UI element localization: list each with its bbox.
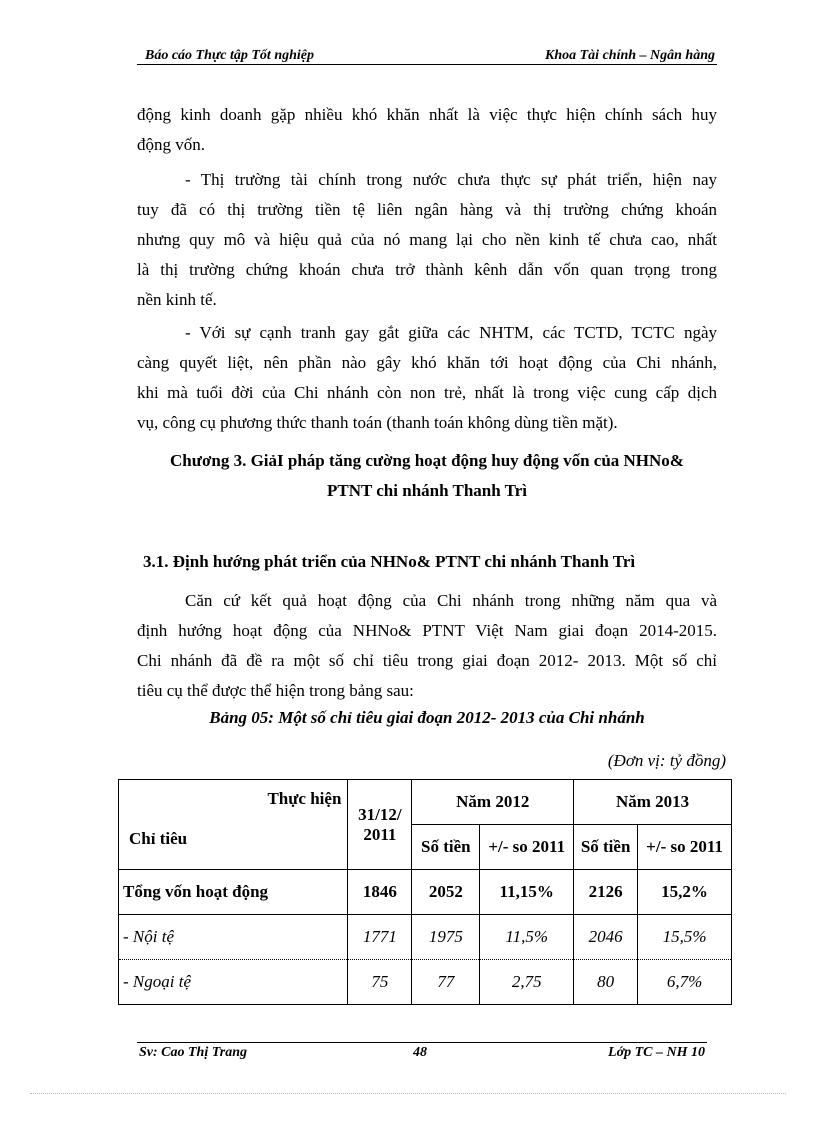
cell-2012-change: 11,15% [480, 870, 574, 915]
table-caption: Bảng 05: Một số chỉ tiêu giai đoạn 2012- 2013 của Chi nhánh [209, 708, 645, 727]
paragraph-2 [137, 165, 717, 315]
text-line: - Thị trường tài chính trong nước chưa thực sự phát triển, hiện nay [185, 170, 717, 189]
cell-2013-change: 15,2% [638, 870, 732, 915]
cell-2011: 1771 [348, 915, 412, 960]
footer-rule [137, 1042, 707, 1043]
row-label: Tổng vốn hoạt động [119, 870, 348, 915]
page-header [137, 46, 717, 66]
text-line: là thị trường chứng khoán chưa trở thành kênh dẫn vốn quan trọng trong [137, 260, 717, 279]
cell-2012-change: 11,5% [480, 915, 574, 960]
cell-2012-amount: 1975 [412, 915, 480, 960]
header-right: Khoa Tài chính – Ngân hàng [545, 48, 715, 63]
table-row [119, 915, 732, 960]
chapter-title-line2: PTNT chi nhánh Thanh Trì [326, 481, 527, 500]
cell-2012-amount: 77 [412, 960, 480, 1005]
header-change-2013: +/- so 2011 [638, 825, 732, 870]
intro-paragraph [137, 586, 717, 706]
section-title: 3.1. Định hướng phát triển của NHNo& PTNT chi nhánh Thanh Trì [143, 552, 636, 571]
table-row [119, 870, 732, 915]
header-year-2013: Năm 2013 [574, 780, 732, 825]
chapter-title [137, 446, 717, 506]
text-line: khi mà tuổi đời của Chi nhánh còn non trẻ, nhất là trong việc cung cấp dịch [137, 383, 717, 402]
page-number: 48 [413, 1045, 427, 1060]
header-amount-2013: Số tiền [574, 825, 638, 870]
cell-2013-amount: 80 [574, 960, 638, 1005]
text-line: - Với sự cạnh tranh gay gắt giữa các NHTM, các TCTD, TCTC ngày [185, 323, 717, 342]
header-change-2012: +/- so 2011 [480, 825, 574, 870]
chapter-title-line1: Chương 3. GiảI pháp tăng cường hoạt động huy động vốn của NHNo& [170, 451, 684, 470]
header-amount-2012: Số tiền [412, 825, 480, 870]
footer-class: Lớp TC – NH 10 [608, 1045, 705, 1060]
text-line: vụ, công cụ phương thức thanh toán (thanh toán không dùng tiền mặt). [137, 413, 618, 432]
text-line: động kinh doanh gặp nhiều khó khăn nhất là việc thực hiện chính sách huy [137, 105, 717, 124]
text-line: Chi nhánh đã đề ra một số chỉ tiêu trong giai đoạn 2012- 2013. Một số chỉ [137, 651, 717, 670]
cell-2012-amount: 2052 [412, 870, 480, 915]
row-label: - Ngoại tệ [119, 960, 348, 1005]
header-left: Báo cáo Thực tập Tốt nghiệp [145, 48, 314, 63]
table-unit: (Đơn vị: tỷ đồng) [607, 751, 726, 770]
text-line: định hướng hoạt động của NHNo& PTNT Việt Nam giai đoạn 2014-2015. [137, 621, 717, 640]
indicator-table [118, 779, 732, 1005]
text-line: tiêu cụ thể được thể hiện trong bảng sau: [137, 681, 414, 700]
cell-2011: 1846 [348, 870, 412, 915]
cell-2013-amount: 2126 [574, 870, 638, 915]
text-line: nhưng quy mô và hiệu quả của nó mang lại cho nền kinh tế chưa cao, nhất [137, 230, 717, 249]
page-footer [137, 1045, 717, 1065]
text-line: càng quyết liệt, nên phần nào gây khó khăn tới hoạt động của Chi nhánh, [137, 353, 717, 372]
header-chi-tieu: Chỉ tiêu [129, 828, 188, 848]
table-row [119, 960, 732, 1005]
cell-2013-change: 6,7% [638, 960, 732, 1005]
text-line: động vốn. [137, 135, 205, 154]
header-rule [137, 64, 717, 65]
footer-student: Sv: Cao Thị Trang [139, 1045, 247, 1060]
paragraph-1 [137, 100, 717, 160]
header-year-2012: Năm 2012 [412, 780, 574, 825]
text-line: Căn cứ kết quả hoạt động của Chi nhánh trong những năm qua và [185, 591, 717, 610]
cell-2011: 75 [348, 960, 412, 1005]
text-line: nền kinh tế. [137, 290, 217, 309]
cell-2013-change: 15,5% [638, 915, 732, 960]
header-2011: 31/12/ 2011 [348, 780, 412, 870]
page-edge-divider [30, 1093, 786, 1094]
header-thuc-hien: Thực hiện [267, 788, 342, 808]
text-line: tuy đã có thị trường tiền tệ liên ngân hàng và thị trường chứng khoán [137, 200, 717, 219]
table-corner-header [119, 780, 348, 870]
cell-2012-change: 2,75 [480, 960, 574, 1005]
row-label: - Nội tệ [119, 915, 348, 960]
cell-2013-amount: 2046 [574, 915, 638, 960]
paragraph-3 [137, 318, 717, 438]
